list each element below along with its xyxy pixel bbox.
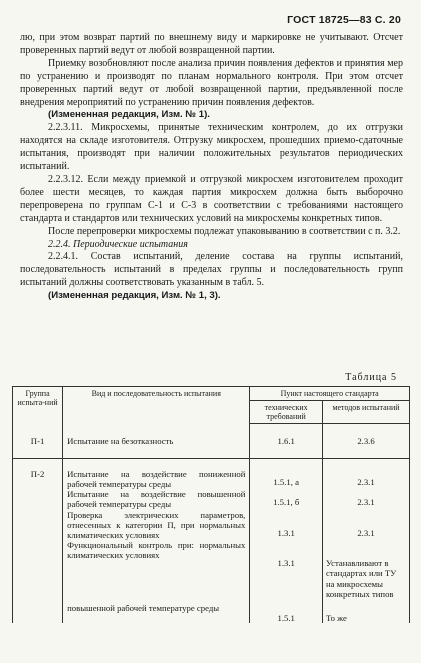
paragraph: 2.2.3.12. Если между приемкой и отгрузкой микросхем изготовителем проходит более шести месяцев, то каждая партия микросхем должна быть выборочно перепроверена по группам С-1 и С-3 в соответствии с требованиями настоящего стандарта и стандартов или технических условий на микросхемы конкретных типов.: [20, 173, 403, 224]
row-name: повышенной рабочей температуре среды: [63, 599, 250, 623]
table-row: [13, 599, 410, 623]
body-text: [20, 32, 403, 303]
paragraph: Приемку возобновляют после анализа причин появления дефектов и принятия мер по устранению и производят по планам нормального контроля. При этом отсчет проверенных партий ведут от любой возвращенной партии, предъявленной после внедрения мероприятий по устранению причин появления дефектов.: [20, 57, 403, 108]
amendment-note: (Измененная редакция, Изм. № 1).: [48, 109, 210, 121]
paragraph: 2.2.3.11. Микросхемы, принятые техническим контролем, до их отгрузки находятся на складе изготовителя. Отгрузку микросхем, прошедших приемо-сдаточные испытания, производят при наличии положительных результатов периодических испытаний.: [20, 122, 403, 173]
table-caption: Таблица 5: [345, 372, 397, 383]
row-name: Испытание на воздействие пониженной рабочей температуры среды: [63, 458, 250, 489]
header-clause: Пункт настоящего стандарта: [250, 387, 410, 401]
paragraph: 2.2.4.1. Состав испытаний, деление состава на группы испытаний, последовательность испытаний в пределах группы и последовательность групп испытаний должны соответствовать указанным в табл. 5.: [20, 251, 403, 289]
row-req: 1.6.1: [250, 424, 323, 459]
table-row: [13, 424, 410, 459]
row-req: 1.5.1, б: [250, 489, 323, 509]
row-name: Проверка электрических параметров, отнесенных к категории П, при нормальных климатических условиях: [63, 510, 250, 541]
row-meth: То же: [323, 599, 410, 623]
row-name: Испытание на безотказность: [63, 424, 250, 459]
table-row: [13, 540, 410, 599]
row-meth: 2.3.1: [323, 489, 410, 509]
row-group: [13, 599, 63, 623]
row-name: Функциональный контроль при: нормальных климатических условиях: [63, 540, 250, 599]
row-req: 1.3.1: [250, 510, 323, 541]
row-group: [13, 540, 63, 599]
amendment-note: (Измененная редакция, Изм. № 1, 3).: [48, 290, 221, 302]
paragraph: лю, при этом возврат партий по внешнему виду и маркировке не учитывают. Отсчет проверенных партий ведут от любой возвращенной партии.: [20, 32, 403, 56]
section-heading: 2.2.4. Периодические испытания: [48, 238, 188, 250]
header-req: технических требований: [250, 401, 323, 424]
table-row: [13, 489, 410, 509]
row-group: П-1: [13, 424, 63, 459]
row-name: Испытание на воздействие повышенной рабочей температуры среды: [63, 489, 250, 509]
row-meth: 2.3.1: [323, 510, 410, 541]
table-row: [13, 510, 410, 541]
row-group: [13, 510, 63, 541]
page-header: ГОСТ 18725—83 С. 20: [287, 14, 401, 26]
header-name: Вид и последовательность испытания: [63, 387, 250, 424]
row-req: 1.5.1: [250, 599, 323, 623]
header-group: Группа испыта-ний: [13, 387, 63, 424]
test-table: [12, 386, 410, 623]
row-meth: 2.3.6: [323, 424, 410, 459]
row-req: 1.5.1, а: [250, 458, 323, 489]
row-meth: Устанавливают в стандартах или ТУ на микросхемы конкретных типов: [323, 540, 410, 599]
row-meth: 2.3.1: [323, 458, 410, 489]
row-group: П-2: [13, 458, 63, 489]
row-group: [13, 489, 63, 509]
table-row: [13, 458, 410, 489]
paragraph: После перепроверки микросхемы подлежат упаковыванию в соответствии с п. 3.2.: [48, 225, 401, 237]
header-meth: методов испытаний: [323, 401, 410, 424]
row-req: 1.3.1: [250, 540, 323, 599]
